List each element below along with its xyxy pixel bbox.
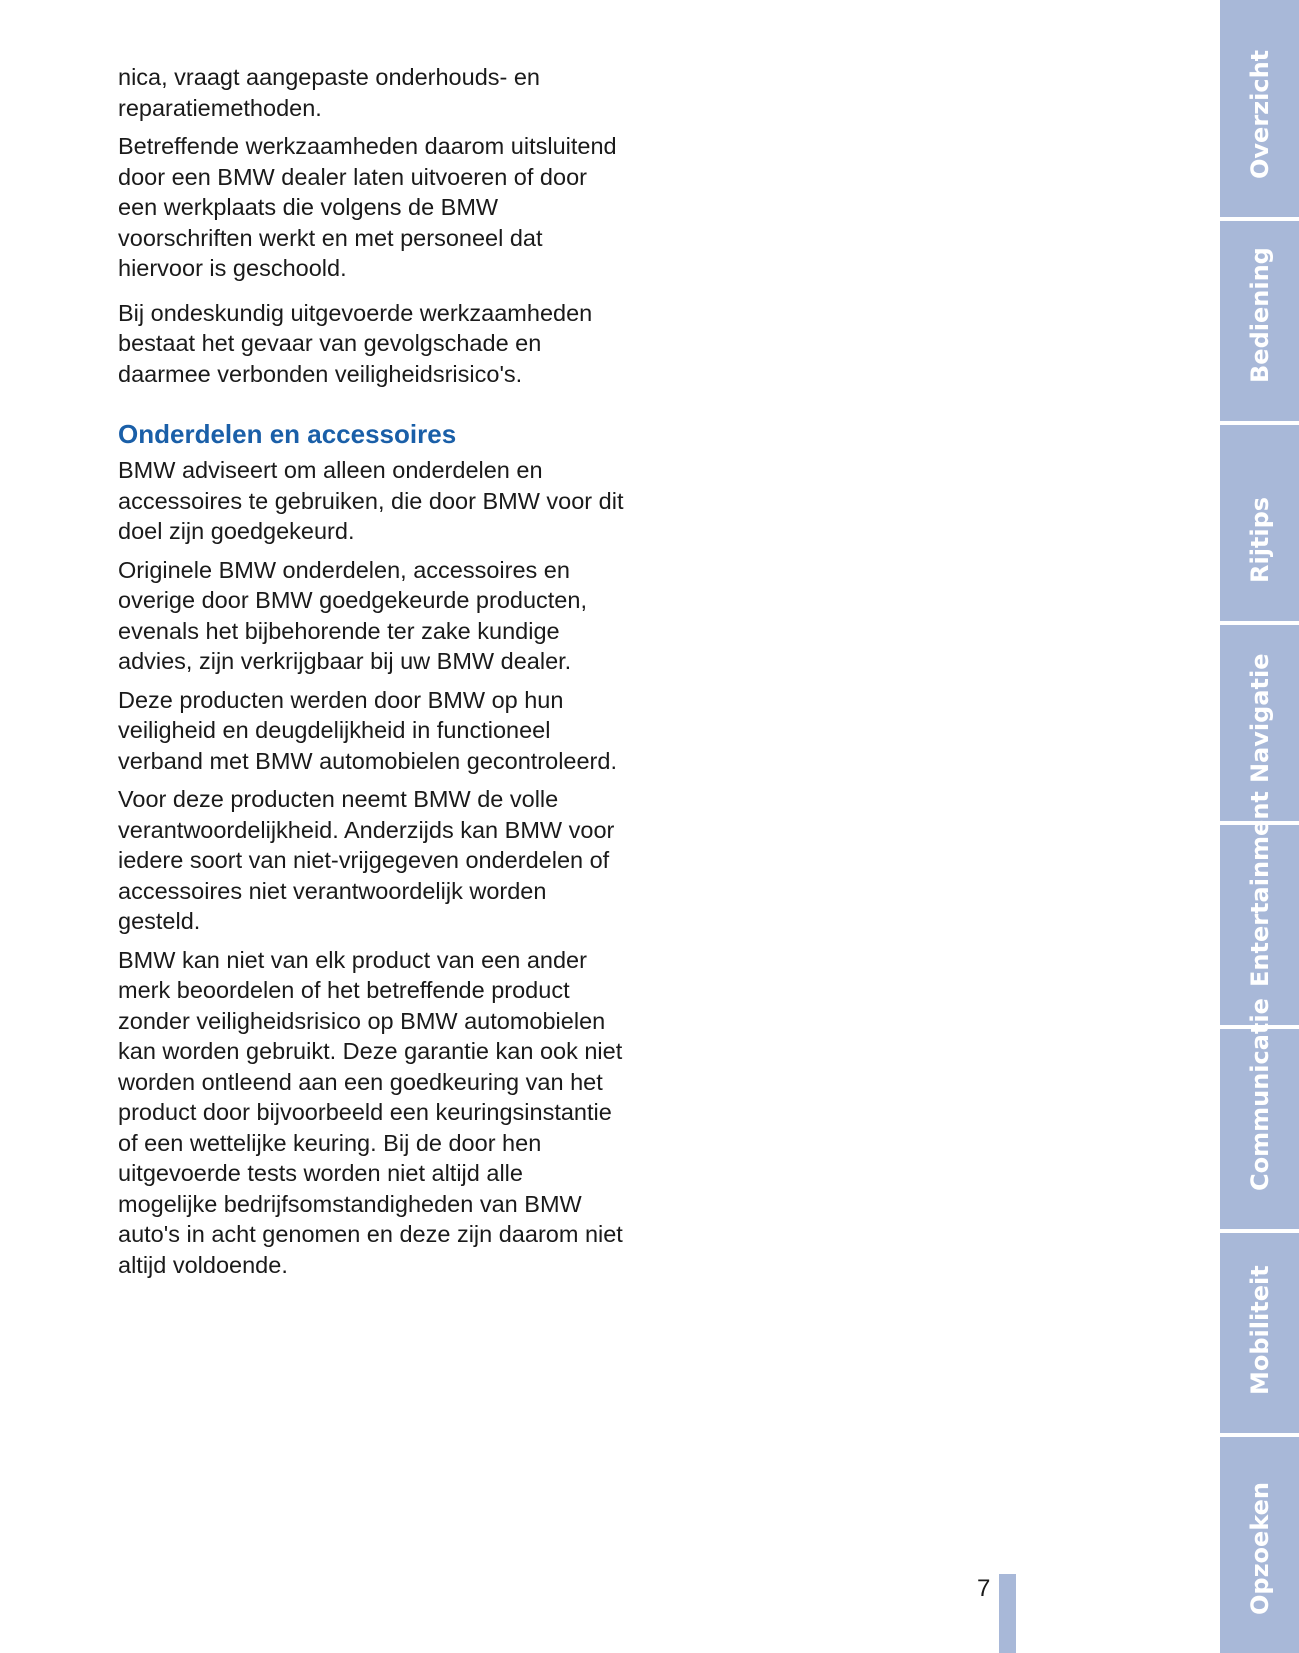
chapter-tabs — [1219, 0, 1299, 1653]
page-number: 7 — [977, 1575, 991, 1602]
paragraph-dealer-work: Betreffende werkzaamheden daarom uitsluitend door een BMW dealer laten uitvoeren of door een werkplaats die volgens de BMW voorschriften werkt en met personeel dat hiervoor is geschoold. — [118, 133, 617, 281]
paragraph-original-parts: Originele BMW onderdelen, accessoires en overige door BMW goedgekeurde producten, evenals het bijbehorende ter zake kundige advies, zijn verkrijgbaar bij uw BMW dealer. — [118, 556, 587, 674]
paragraph-approved-parts: BMW adviseert om alleen onderdelen en accessoires te gebruiken, die door BMW voor dit doel zijn goedgekeurd. — [118, 457, 624, 544]
paragraph-continued: nica, vraagt aangepaste onderhouds- en reparatiemethoden. — [118, 64, 541, 121]
paragraph-responsibility: Voor deze producten neemt BMW de volle verantwoordelijkheid. Anderzijds kan BMW voor iedere soort van niet-vrijgegeven onderdelen of accessoires niet verantwoordelijk worden gesteld. — [118, 786, 615, 934]
manual-page-content — [118, 62, 628, 1288]
tab-label: Navigatie — [1246, 653, 1274, 783]
tab-label: Overzicht — [1246, 49, 1274, 179]
paragraph-other-brands: BMW kan niet van elk product van een ander merk beoordelen of het betreffende product zonder veiligheidsrisico op BMW automobielen kan worden gebruikt. Deze garantie kan ook niet worden ontleend aan een goedkeuring van het product door bijvoorbeeld een keuringsinstantie of een wettelijke keuring. Bij de door hen uitgevoerde tests worden niet altijd alle mogelijke bedrijfsomstandigheden van BMW auto's in acht genomen en deze zijn daarom niet altijd voldoende. — [118, 946, 623, 1278]
tab-communicatie[interactable] — [1219, 998, 1299, 1229]
tab-label: Entertainment — [1246, 791, 1274, 987]
tab-label: Mobiliteit — [1246, 1265, 1274, 1395]
tab-label: Rijtips — [1246, 496, 1274, 583]
tab-rijtips[interactable] — [1219, 425, 1299, 621]
tab-entertainment[interactable] — [1219, 791, 1299, 1025]
page-marker-bar — [999, 1574, 1016, 1653]
tab-label: Communicatie — [1246, 998, 1274, 1191]
tab-label: Bediening — [1246, 247, 1274, 383]
tab-label: Opzoeken — [1246, 1482, 1274, 1615]
paragraph-risk: Bij ondeskundig uitgevoerde werkzaamheden bestaat het gevaar van gevolgschade en daarmee verbonden veiligheidsrisico's. — [118, 299, 593, 387]
section-heading: Onderdelen en accessoires — [118, 419, 457, 449]
tab-bediening[interactable] — [1219, 221, 1299, 421]
tab-opzoeken[interactable] — [1219, 1437, 1299, 1653]
paragraph-tested-products: Deze producten werden door BMW op hun veiligheid en deugdelijkheid in functioneel verband met BMW automobielen gecontroleerd. — [118, 686, 617, 774]
tab-mobiliteit[interactable] — [1219, 1233, 1299, 1433]
tab-overzicht[interactable] — [1219, 0, 1299, 217]
